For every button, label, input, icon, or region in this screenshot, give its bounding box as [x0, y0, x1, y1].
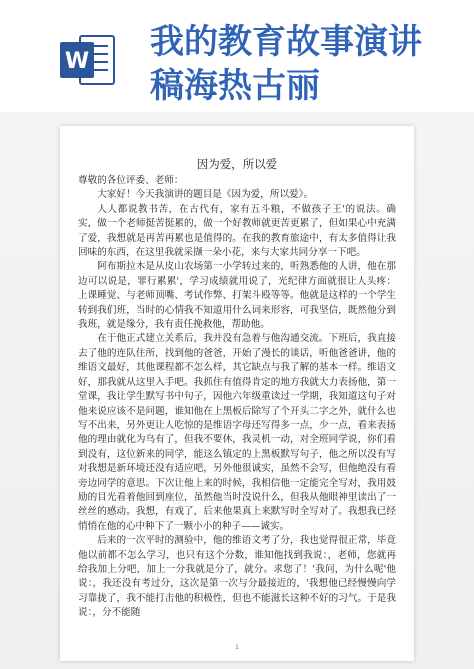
page-number: 1 — [235, 644, 239, 651]
title-banner — [0, 0, 474, 112]
title-line-2: 稿海热古丽 — [150, 66, 320, 106]
paragraph: 后来的一次平时的测验中，他的维语文考了分，我也觉得很正常，毕竟他以前都不怎么学习，也只有这个分数，谁知他找到我说：，老师，您就再给我加上分吧，加上一分我就是分了，就分。求您了！'我问，为什么呢'他说：，我还没有考过分，这次是第一次与分最接近的，'我想他已经慢慢向学习靠拢了，我不能打击他的积极性，但也不能滋长这种不好的习气。于是我说：，分不能随 — [78, 535, 396, 619]
title-line-1: 我的教育故事演讲 — [150, 22, 422, 62]
document-preview-area — [0, 112, 474, 669]
paragraph: 阿布斯拉木是从皮山农场第一小学转过来的，听熟悉他的人讲，他在那边可以说是，罪行累累'，学习成绩就用说了，光纪律方面就很让人头疼：上课睡觉、与老师顶嘴、考试作弊、打架斗殴等等。他就是这样的一个学生转到我们班，当时的心情我不知道用什么词来形容，可我坚信，既然他分到我班，就是缘分，我有责任挽救他，帮助他。 — [78, 261, 396, 331]
paragraph: 大家好！今天我演讲的题目是《因为爱，所以爱》。 — [97, 189, 314, 201]
document-title: 因为爱，所以爱 — [196, 157, 278, 171]
word-document-icon — [58, 30, 118, 90]
document-page[interactable] — [60, 126, 414, 661]
page-title — [150, 20, 422, 108]
paragraph: 人人都说教书苦，在古代有，家有五斗粮，不做孩子王'的说法。确实，做一个老师挺苦挺累的，做一个好教师就更苦更累了，但如果心中充满了爱，我想就是再苦再累也是值得的。在我的教育旅途中，有太多值得让我回味的东西，在这里我就采撷一朵小花，来与大家共同分享一下吧。 — [78, 203, 396, 259]
greeting: 尊敬的各位评委、老师： — [78, 175, 184, 186]
logo-letter: W — [64, 49, 90, 74]
paragraph: 在于他正式建立关系后，我并没有急着与他沟通交流。下班后，我直接去了他的连队住所，找到他的爸爸，开始了漫长的谈话，听他爸爸讲，他的维语文最好，其他课程都不怎么样，其它缺点与我了解的基本一样。维语文好，那我就从这里入手吧。我抓住有值得肯定的地方我就大力表扬他，第一堂课，我让学生默写书中句子，因他六年级重读过一学期，我知道这句子对他来说应该不是问题，谁知他在上黑板后除写了个开头二字之外，就什么也写不出来，另外更让人吃惊的是维语字母还写得多一点，少一点，看来表扬他的理由就化为乌有了，但我不要休，我灵机一动，对全班同学说，你们看到没有，这位新来的同学，能这么镇定的上黑板默写句子，他之所以没有写对我想是新环境还没有适应吧，另外他很诚实，虽然不会写，但他绝没有看旁边同学的意思。下次让他上来的时候，我相信他一定能完全写对，我用鼓励的目光看着他回到座位，虽然他当时没说什么，但我从他眼神里读出了一丝丝的感动。我想，有戏了，后来他果真上来默写时全写对了。我想我已经悄悄在他的心中种下了一颗小小的种子——诚实。 — [78, 333, 396, 532]
document-body — [78, 174, 396, 621]
